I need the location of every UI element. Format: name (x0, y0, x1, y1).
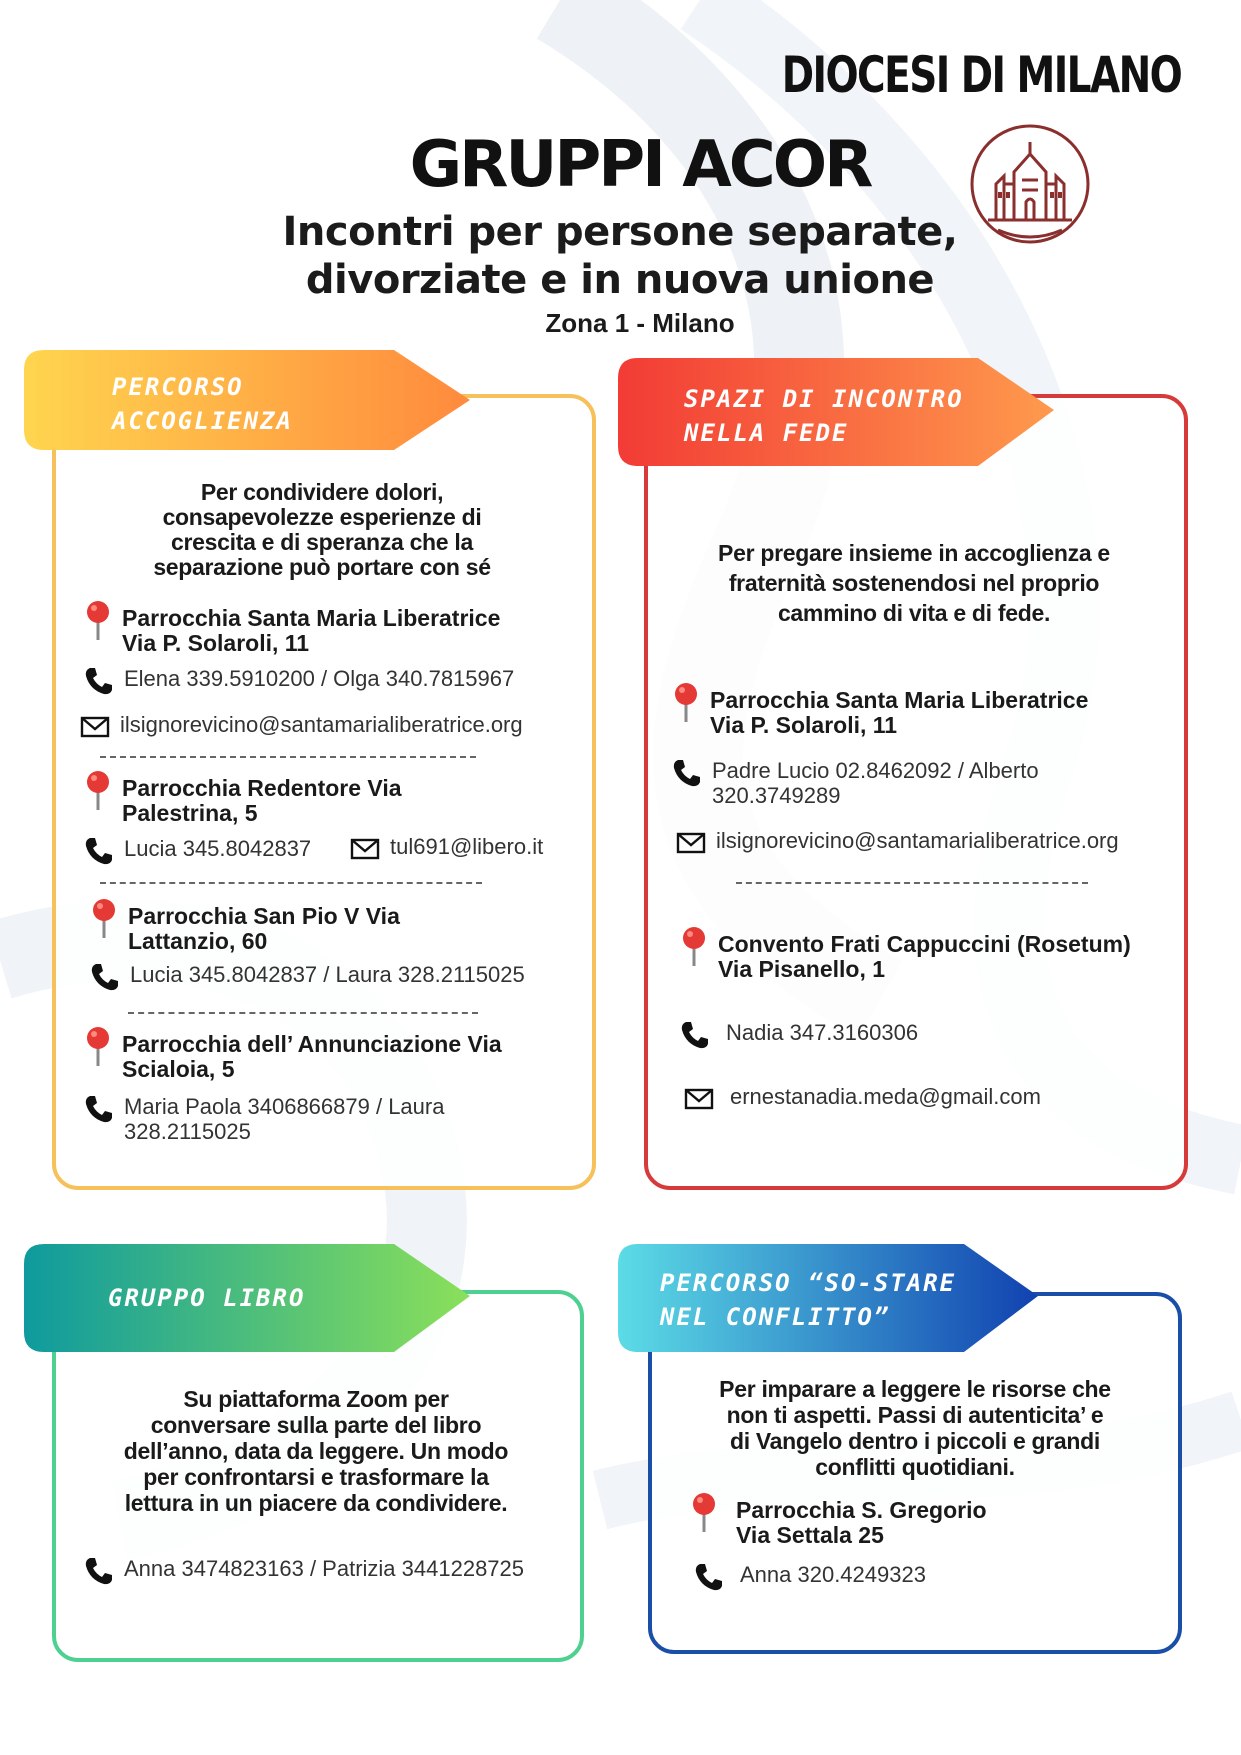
cathedral-logo (968, 122, 1092, 246)
tag-label: PERCORSO ACCOGLIENZA (112, 373, 293, 435)
phone-icon (694, 1562, 724, 1592)
phone-number[interactable]: Padre Lucio 02.8462092 / Alberto 320.3749289 (712, 758, 1039, 808)
location-row (672, 688, 1088, 738)
phone-row (90, 962, 525, 992)
phone-row (672, 758, 1039, 808)
address-line: Via P. Solaroli, 11 (710, 712, 898, 738)
tag-accoglienza (24, 350, 470, 458)
address-line: Palestrina, 5 (122, 800, 258, 826)
page-title: GRUPPI ACOR (409, 128, 871, 202)
phone-icon (680, 1020, 710, 1050)
tag-conflitto (618, 1244, 1038, 1352)
envelope-icon (350, 834, 380, 864)
phone-number[interactable]: Elena 339.5910200 / Olga 340.7815967 (124, 666, 515, 691)
address-line: Scialoia, 5 (122, 1056, 235, 1082)
location-row (690, 1498, 987, 1548)
address-line: Via Settala 25 (736, 1522, 884, 1548)
email-row (676, 828, 1119, 858)
address-line: Parrocchia dell’ Annunciazione Via (122, 1031, 502, 1057)
tag-libro (24, 1244, 470, 1352)
address-line: Parrocchia Redentore Via (122, 775, 402, 801)
map-pin-icon (672, 682, 700, 724)
phone-icon (84, 666, 114, 696)
address-line: Parrocchia Santa Maria Liberatrice (122, 605, 501, 631)
address-line: Parrocchia S. Gregorio (736, 1497, 987, 1523)
email-link[interactable]: tul691@libero.it (390, 834, 544, 859)
phone-icon (84, 1094, 114, 1124)
email-link[interactable]: ernestanadia.meda@gmail.com (730, 1084, 1041, 1109)
separator (736, 882, 1088, 884)
separator (128, 1012, 478, 1014)
location-row (84, 1032, 502, 1082)
tag-label: PERCORSO “SO-STARE NEL CONFLITTO” (660, 1269, 957, 1331)
description: Per imparare a leggere le risorse che non ti aspetti. Passi di autenticita’ e di Vangelo dentro i piccoli e grandi conflitti quotidiani. (719, 1376, 1111, 1480)
diocese-name: DIOCESI DI MILANO (781, 46, 1181, 104)
envelope-icon (676, 828, 706, 858)
phone-number[interactable]: Maria Paola 3406866879 / Laura 328.2115025 (124, 1094, 445, 1144)
email-row (350, 834, 543, 864)
page-subtitle (230, 208, 1010, 304)
tag-fede (618, 358, 1054, 466)
phone-icon (90, 962, 120, 992)
location-row (84, 606, 500, 656)
email-link[interactable]: ilsignorevicino@santamarialiberatrice.org (120, 712, 523, 737)
map-pin-icon (680, 926, 708, 968)
address-line: Via Pisanello, 1 (718, 956, 886, 982)
phone-number[interactable]: Nadia 347.3160306 (726, 1020, 919, 1045)
description: Per pregare insieme in accoglienza e fraternità sostenendosi nel proprio cammino di vita e di fede. (718, 540, 1110, 626)
address-line: Parrocchia Santa Maria Liberatrice (710, 687, 1089, 713)
email-row (684, 1084, 1041, 1114)
phone-number[interactable]: Lucia 345.8042837 / Laura 328.2115025 (130, 962, 525, 987)
location-row (90, 904, 400, 954)
subtitle-line: Incontri per persone separate, (282, 209, 958, 255)
map-pin-icon (84, 1026, 112, 1068)
phone-row (84, 666, 514, 696)
map-pin-icon (84, 770, 112, 812)
phone-icon (672, 758, 702, 788)
map-pin-icon (84, 600, 112, 642)
phone-number[interactable]: Lucia 345.8042837 (124, 836, 312, 861)
envelope-icon (684, 1084, 714, 1114)
map-pin-icon (690, 1492, 718, 1534)
location-row (680, 932, 1131, 982)
tag-label: GRUPPO LIBRO (108, 1284, 306, 1312)
phone-row (84, 1094, 444, 1144)
phone-row (84, 1556, 524, 1586)
address-line: Lattanzio, 60 (128, 928, 268, 954)
phone-number[interactable]: Anna 320.4249323 (740, 1562, 926, 1587)
phone-icon (84, 836, 114, 866)
address-line: Convento Frati Cappuccini (Rosetum) (718, 931, 1131, 957)
email-row (80, 712, 523, 742)
tag-label: SPAZI DI INCONTRO NELLA FEDE (684, 385, 964, 447)
description: Su piattaforma Zoom per conversare sulla parte del libro dell’anno, data da leggere. Un modo per confrontarsi e trasformare la lettura in un piacere da condividere. (123, 1386, 509, 1516)
location-row (84, 776, 402, 826)
description: Per condividere dolori, consapevolezze esperienze di crescita e di speranza che la separazione può portare con sé (153, 479, 491, 580)
phone-row (694, 1562, 926, 1592)
email-link[interactable]: ilsignorevicino@santamarialiberatrice.org (716, 828, 1119, 853)
map-pin-icon (90, 898, 118, 940)
phone-number[interactable]: Anna 3474823163 / Patrizia 3441228725 (124, 1556, 525, 1581)
phone-row (84, 836, 311, 866)
phone-icon (84, 1556, 114, 1586)
zone-label: Zona 1 - Milano (545, 308, 735, 338)
phone-row (680, 1020, 918, 1050)
separator (100, 882, 482, 884)
separator (100, 756, 476, 758)
address-line: Via P. Solaroli, 11 (122, 630, 310, 656)
subtitle-line: divorziate e in nuova unione (305, 257, 935, 303)
envelope-icon (80, 712, 110, 742)
address-line: Parrocchia San Pio V Via (128, 903, 400, 929)
